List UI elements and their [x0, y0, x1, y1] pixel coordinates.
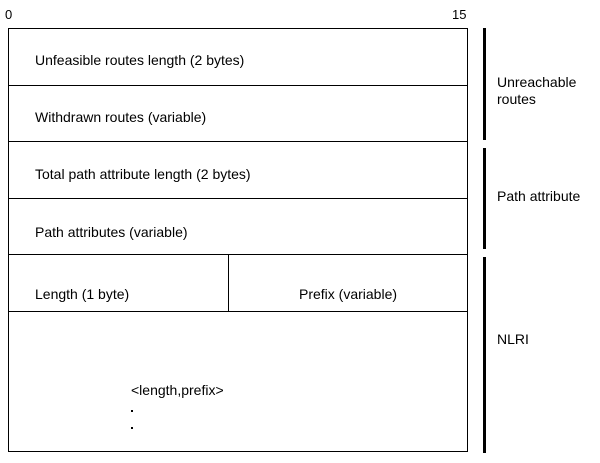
bgp-update-message-frame	[8, 28, 468, 452]
path-attributes-field	[9, 199, 467, 255]
nlri-bracket	[483, 257, 486, 453]
nlri-column-divider	[228, 255, 229, 311]
nlri-entries-area	[9, 312, 467, 452]
path-attributes-label: Path attributes (variable)	[35, 224, 188, 240]
path-attribute-bracket	[483, 148, 486, 249]
unfeasible-routes-length-field	[9, 29, 467, 86]
bit-index-start: 0	[5, 7, 13, 22]
path-attribute-group-label: Path attribute	[497, 188, 581, 204]
bit-index-end: 15	[452, 7, 467, 22]
nlri-prefix-label: Prefix (variable)	[299, 286, 398, 302]
unreachable-routes-bracket	[483, 28, 486, 140]
withdrawn-routes-label: Withdrawn routes (variable)	[35, 109, 207, 125]
unreachable-routes-group-label-line1: Unreachable	[497, 74, 577, 90]
withdrawn-routes-field	[9, 86, 467, 142]
total-path-attribute-length-label: Total path attribute length (2 bytes)	[35, 166, 251, 182]
continuation-dot	[131, 410, 133, 412]
nlri-entry-label: <length,prefix>	[131, 382, 224, 398]
continuation-dot	[131, 427, 133, 429]
nlri-group-label: NLRI	[497, 331, 529, 347]
unfeasible-routes-length-label: Unfeasible routes length (2 bytes)	[35, 52, 245, 68]
unreachable-routes-group-label-line2: routes	[497, 91, 536, 107]
nlri-length-label: Length (1 byte)	[35, 286, 130, 302]
unreachable-routes-group-label	[497, 74, 576, 108]
nlri-header-row	[9, 255, 467, 312]
total-path-attribute-length-field	[9, 142, 467, 199]
